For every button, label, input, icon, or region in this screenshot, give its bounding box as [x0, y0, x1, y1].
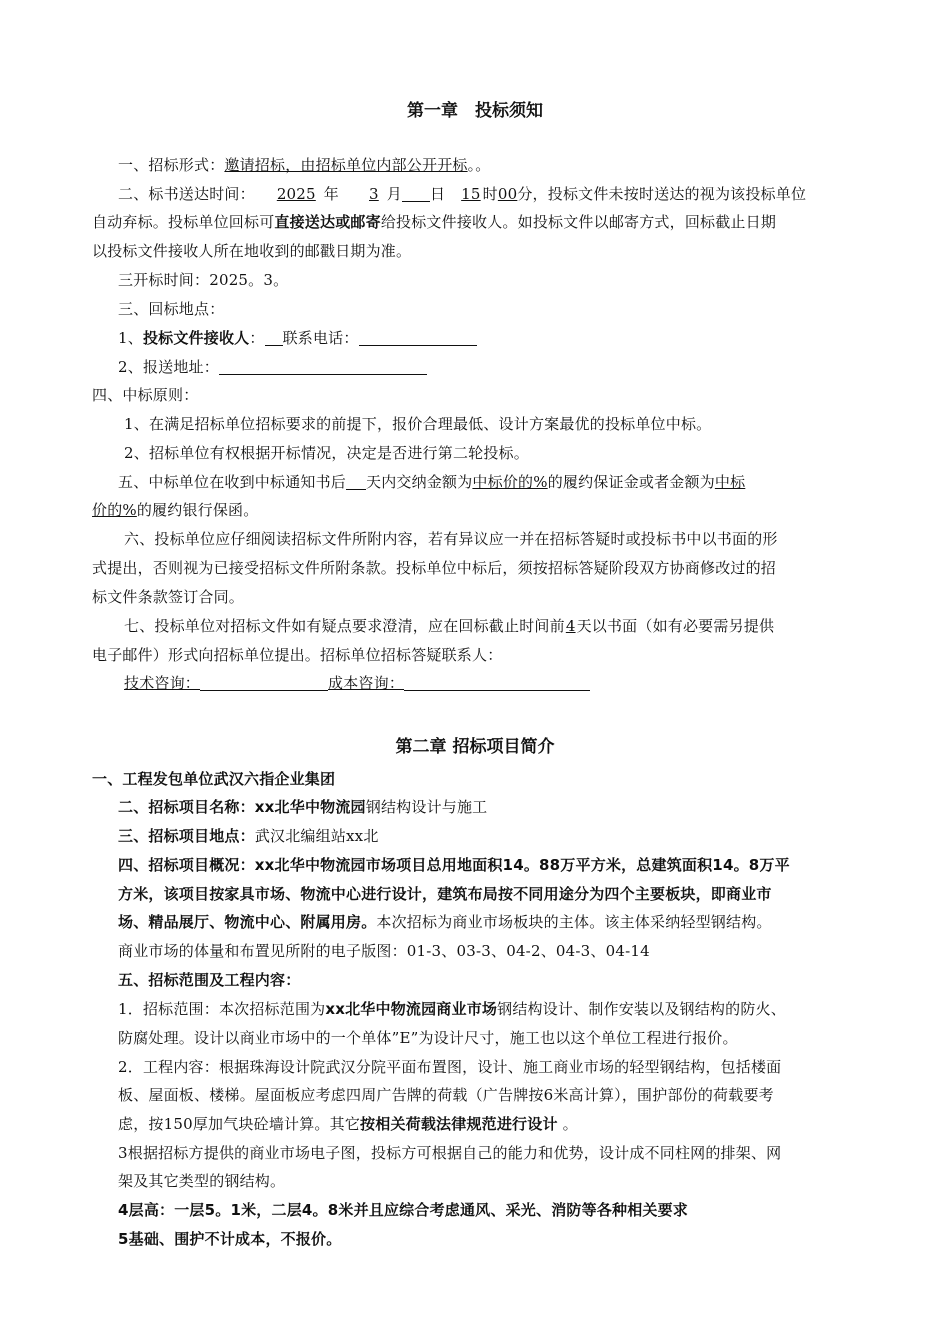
ch2-item-3: 三、招标项目地点：武汉北编组站xx北 — [118, 827, 379, 845]
ch1-item-5-cont: 价的%的履约银行保函。 — [92, 501, 259, 519]
ch1-item-6-cont-1: 式提出，否则视为已接受招标文件所附条款。投标单位中标后，须按招标答疑阶段双方协商修改过的招 — [92, 559, 777, 577]
ch2-item-4-line-3: 场、精品展厅、物流中心、附属用房。本次招标为商业市场板块的主体。该主体采纳轻型钢结构。 — [118, 913, 772, 931]
ch1-item-2-cont-2: 以投标文件接收人所在地收到的邮戳日期为准。 — [92, 242, 412, 260]
ch2-item-4-line-2: 方米，该项目按家具市场、物流中心进行设计，建筑布局按不同用途分为四个主要板块，即商业市 — [118, 885, 772, 903]
ch2-item-2: 二、招标项目名称：xx北华中物流园钢结构设计与施工 — [118, 798, 488, 816]
ch1-consult: 技术咨询： 成本咨询： — [124, 673, 590, 693]
ch1-item-7-cont: 电子邮件）形式向招标单位提出。招标单位招标答疑联系人： — [92, 646, 503, 664]
ch1-item-6-cont-2: 标文件条款签订合同。 — [92, 588, 245, 606]
ch2-item-1: 一、工程发包单位武汉六指企业集团 — [92, 770, 336, 788]
ch2-scope-3-cont: 架及其它类型的钢结构。 — [118, 1172, 286, 1190]
ch1-receiver: 1、投标文件接收人： 联系电话： — [118, 328, 477, 348]
ch2-scope-4: 4层高：一层5。1米，二层4。8米并且应综合考虑通风、采光、消防等各种相关要求 — [118, 1201, 688, 1219]
ch1-address: 2、报送地址： — [118, 357, 427, 377]
ch2-scope-1-cont: 防腐处理。设计以商业市场中的一个单体”E”为设计尺寸，施工也以这个单位工程进行报价。 — [118, 1029, 738, 1047]
ch2-scope-3: 3根据招标方提供的商业市场电子图，投标方可根据自己的能力和优势，设计成不同柱网的排架、网 — [118, 1144, 782, 1162]
ch2-scope-2: 2．工程内容：根据珠海设计院武汉分院平面布置图，设计、施工商业市场的轻型钢结构，包括楼面 — [118, 1058, 782, 1076]
ch1-principle-2: 2、招标单位有权根据开标情况，决定是否进行第二轮投标。 — [124, 444, 529, 462]
ch1-item-7: 七、投标单位对招标文件如有疑点要求澄清，应在回标截止时间前4天以书面（如有必要需另提供 — [124, 617, 775, 635]
ch1-principle-1: 1、在满足招标单位招标要求的前提下，报价合理最低、设计方案最优的投标单位中标。 — [124, 415, 712, 433]
ch1-item-1: 一、招标形式：邀请招标，由招标单位内部公开开标。。 — [118, 156, 491, 174]
ch1-item-6: 六、投标单位应仔细阅读招标文件所附内容，若有异议应一并在招标答疑时或投标书中以书面的形 — [124, 530, 778, 548]
chapter1-title: 第一章 投标须知 — [407, 101, 543, 121]
ch2-item-4-line-4: 商业市场的体量和布置见所附的电子版图：01-3、03-3、04-2、04-3、04-14 — [118, 942, 650, 960]
ch2-scope-2-cont-1: 板、屋面板、楼梯。屋面板应考虑四周广告牌的荷载（广告牌按6米高计算），围护部份的荷载要考 — [118, 1086, 774, 1104]
ch2-scope-2-cont-2: 虑，按150厚加气块砼墙计算。其它按相关荷载法律规范进行设计 。 — [118, 1115, 578, 1133]
ch1-open-time: 三开标时间：2025。3。 — [118, 271, 289, 289]
ch2-scope-1: 1．招标范围：本次招标范围为xx北华中物流园商业市场钢结构设计、制作安装以及钢结构的防火、 — [118, 1000, 786, 1018]
ch1-item-2: 二、标书送达时间： 2025 年 3 月 日 15 时00分，投标文件未按时送达的视为该投标单位 — [118, 185, 807, 203]
ch1-return-place: 三、回标地点： — [118, 300, 225, 318]
ch2-item-5: 五、招标范围及工程内容： — [118, 971, 301, 989]
ch1-item-5: 五、中标单位在收到中标通知书后 天内交纳金额为中标价的%的履约保证金或者金额为中标 — [118, 473, 746, 491]
ch2-item-4-line-1: 四、招标项目概况：xx北华中物流园市场项目总用地面积14。88万平方米，总建筑面积14。8万平 — [118, 856, 790, 874]
chapter2-title: 第二章 招标项目简介 — [395, 737, 555, 757]
ch2-scope-5: 5基础、围护不计成本，不报价。 — [118, 1230, 342, 1248]
ch1-principle: 四、中标原则： — [92, 386, 199, 404]
ch1-item-2-cont-1: 自动弃标。投标单位回标可直接送达或邮寄给投标文件接收人。如投标文件以邮寄方式，回标截止日期 — [92, 213, 777, 231]
